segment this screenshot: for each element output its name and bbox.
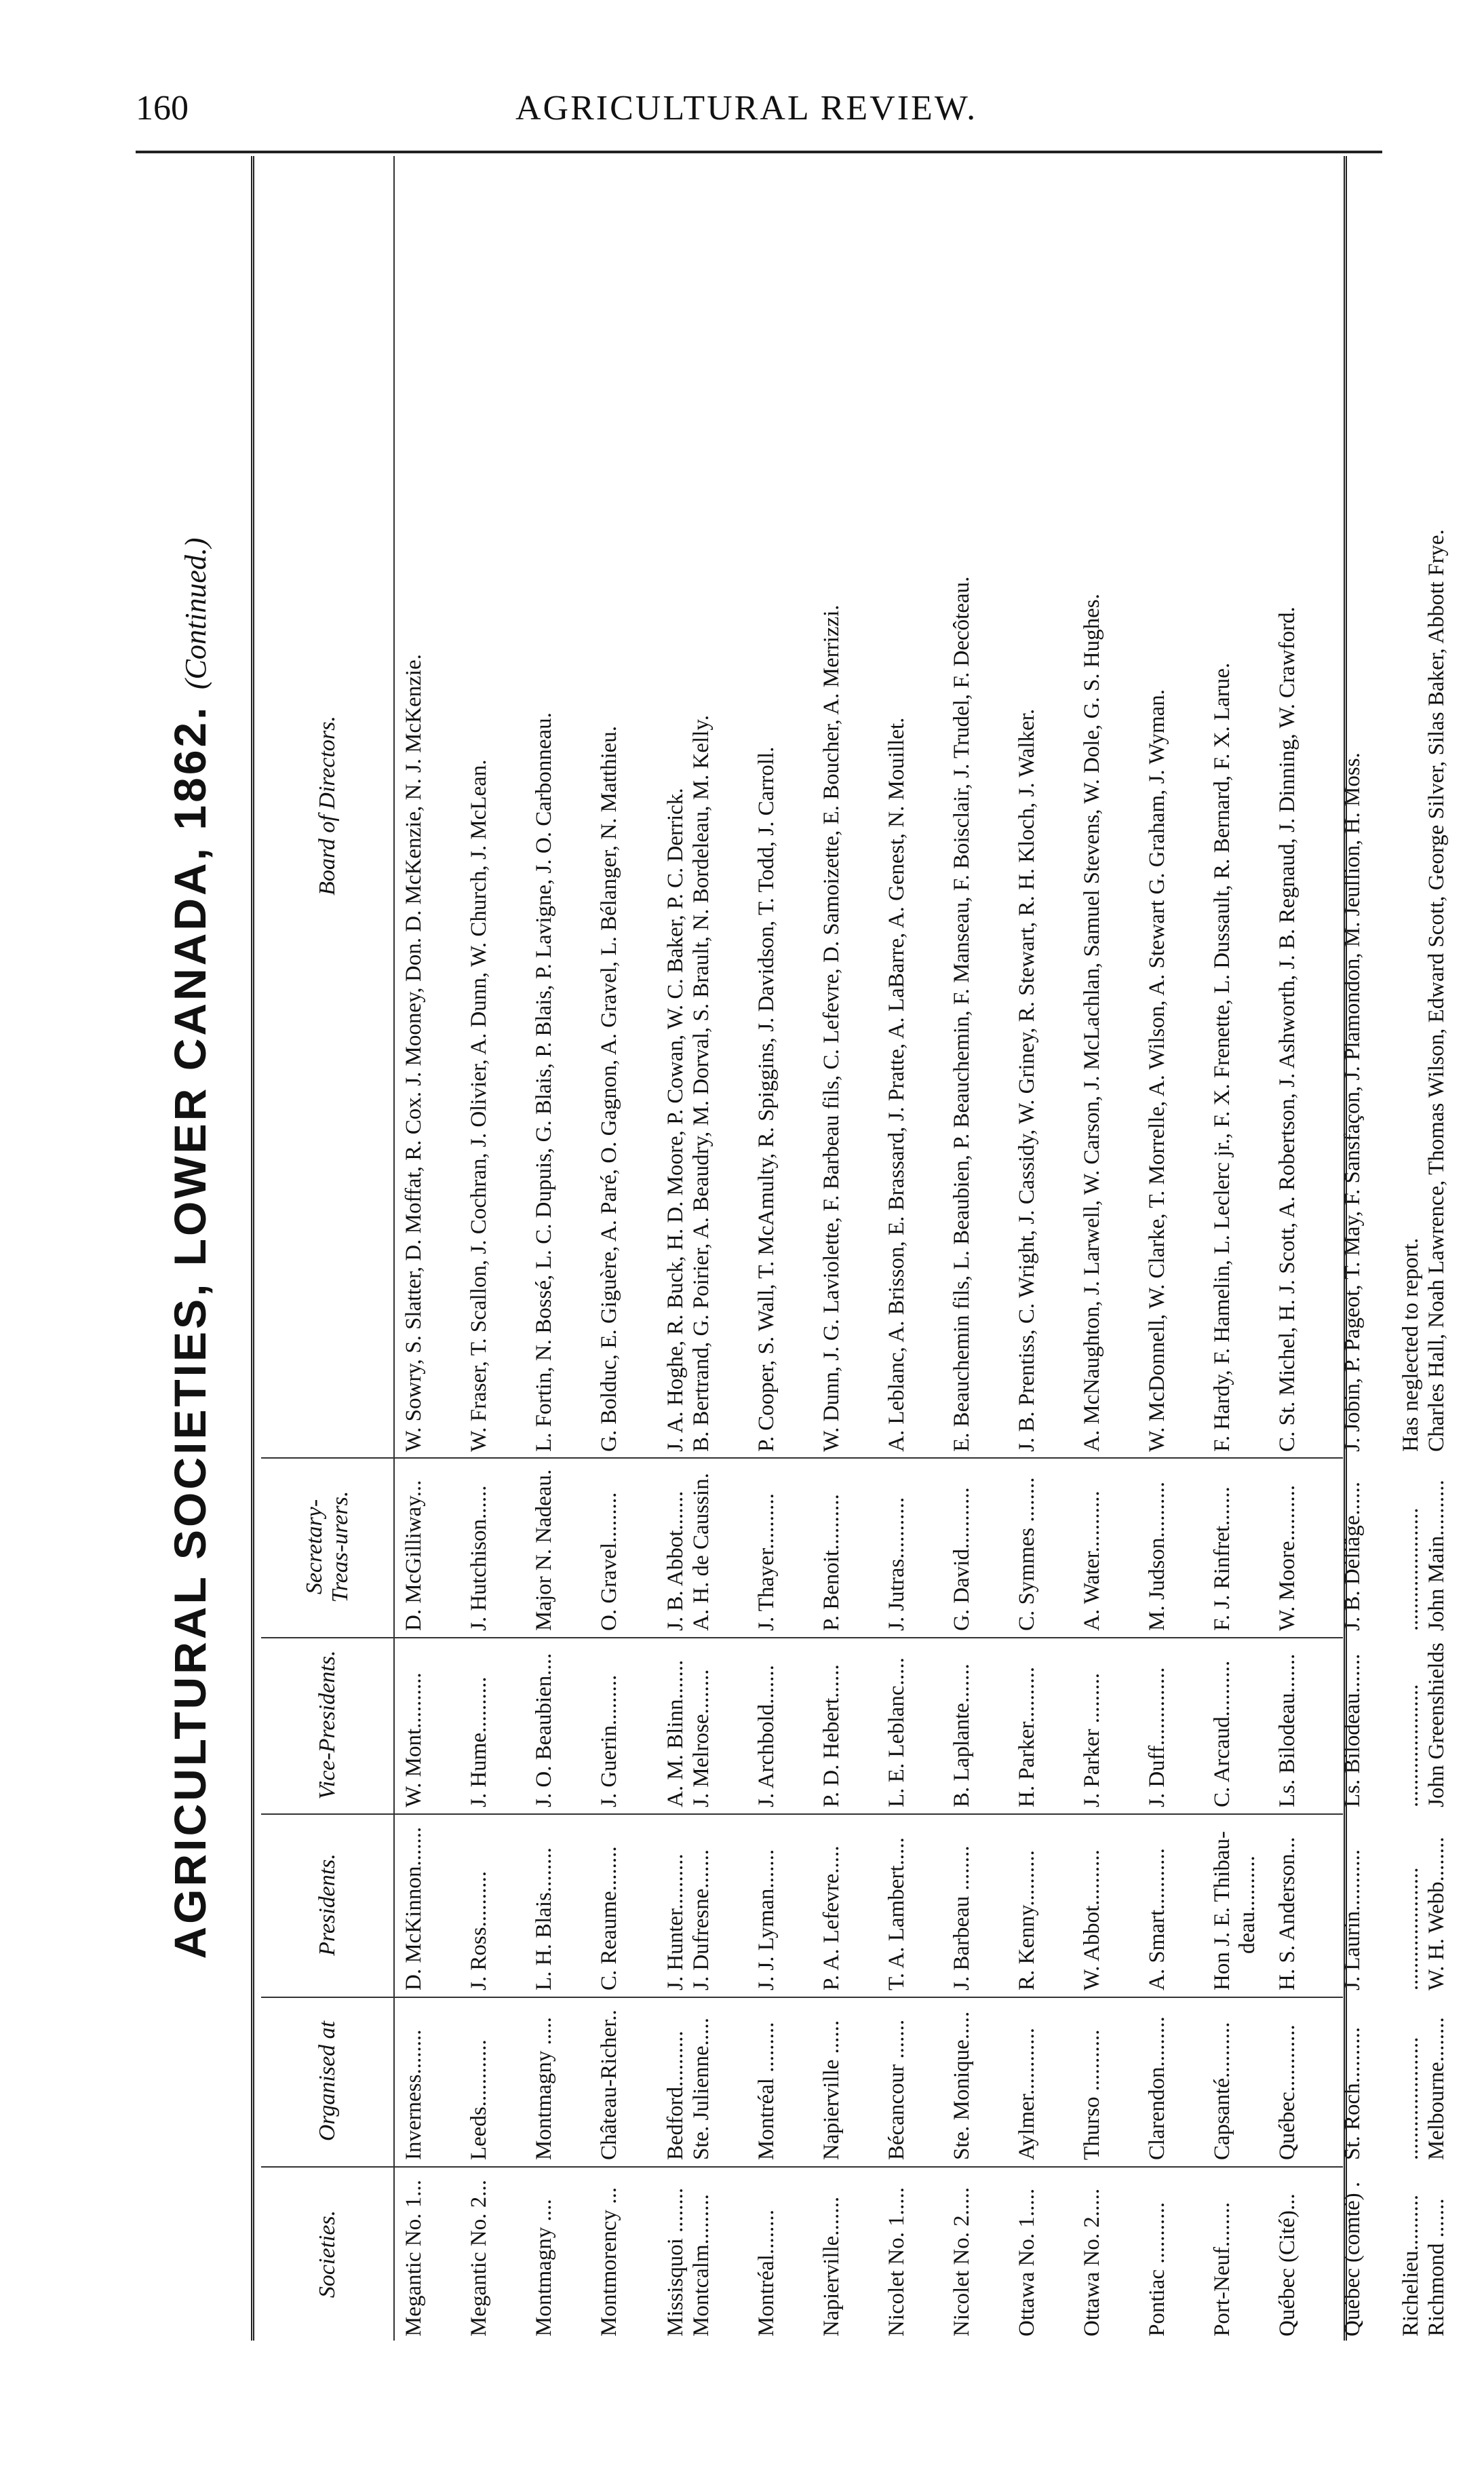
cell-president: J. Laurin........... [1340,1849,1365,1990]
cell-president: J. Barbeau ........ [950,1845,974,1990]
cell-society: Missisquoi ........ [663,2187,688,2336]
cell-president: W. Abbot.......... [1080,1849,1104,1990]
cell-president: J. Ross.......... [467,1870,491,1990]
cell-society: Montréal........ [754,2210,779,2336]
cell-organised-at: Château-Richer.. [597,2009,621,2160]
cell-organised-at: Ste. Monique..... [950,2011,974,2160]
cell-vice-president: L. E. Leblanc..... [884,1657,909,1807]
cell-directors: J. Jobin, P. Pageot, T. May, F. Sansfaçon, J. Plamondon, M. Jeullion, H. Moss. [1340,752,1365,1452]
cell-directors: J. B. Prentiss, C. Wright, J. Cassidy, W. Griney, R. Stewart, R. H. Kloch, J. Walker. [1015,708,1039,1452]
cell-secretary: ...................... [1399,1507,1423,1631]
cell-secretary: John Main.......... [1424,1480,1449,1631]
cell-secretary: F. J. Rinfret....... [1210,1486,1234,1631]
cell-secretary: G. David........... [950,1487,974,1631]
cell-organised-at: Leeds............ [467,2039,491,2160]
column-divider [261,1997,1343,1998]
cell-society: Montmagny .... [532,2199,556,2336]
cell-society: Megantic No. 2... [467,2180,491,2336]
cell-organised-at: Clarendon......... [1145,2016,1169,2160]
cell-society: Montcalm......... [689,2194,714,2336]
cell-president: Hon J. E. Thibau-deau.......... [1210,1831,1260,1990]
cell-society: Port-Neuf........ [1210,2202,1234,2336]
cell-vice-president: J. O. Beaubien.... [532,1653,556,1807]
cell-secretary: D. McGilliway... [402,1480,426,1631]
table-title: AGRICULTURAL SOCIETIES, LOWER CANADA, 1862. [165,704,215,1959]
cell-society: Nicolet No. 2..... [950,2187,974,2336]
cell-vice-president: ...................... [1399,1684,1423,1807]
cell-vice-president: B. Laplante....... [950,1663,974,1807]
cell-directors: Has neglected to report. [1399,1237,1423,1452]
cell-vice-president: J. Melrose........ [689,1669,714,1807]
cell-vice-president: J. Archbold....... [754,1665,779,1807]
cell-secretary: J. B. Abbot....... [663,1490,688,1631]
column-divider [261,2166,1343,2168]
table-continued: (Continued.) [179,537,212,690]
col-header-societies: Societies. [314,2210,340,2299]
cell-directors: B. Bertrand, G. Poirier, A. Beaudry, M. Dorval, S. Brault, N. Bordeleau, M. Kelly. [689,715,714,1452]
col-header-presidents: Presidents. [314,1853,340,1956]
cell-organised-at: Bécancour ....... [884,2019,909,2160]
cell-organised-at: Aylmer............ [1015,2028,1039,2160]
cell-organised-at: Napierville ...... [819,2020,844,2160]
cell-vice-president: J. Duff.............. [1145,1667,1169,1807]
cell-president: J. J. Lyman....... [754,1849,779,1990]
cell-vice-president: P. D. Hebert...... [819,1664,844,1807]
col-header-organised: Organised at [314,2020,340,2142]
cell-directors: Charles Hall, Noah Lawrence, Thomas Wilson, Edward Scott, George Silver, Silas Baker, Abbott Frye. [1424,529,1449,1452]
cell-directors: W. McDonnell, W. Clarke, T. Morrelle, A. Wilson, A. Stewart G. Graham, J. Wyman. [1145,689,1169,1452]
cell-vice-president: John Greenshields [1424,1642,1449,1807]
cell-secretary: Major N. Nadeau. [532,1469,556,1631]
cell-society: Montmorency ... [597,2187,621,2336]
cell-directors: A. Leblanc, A. Brisson, E. Brassard, J. Pratte, A. LaBarre, A. Genest, N. Mouillet. [884,717,909,1452]
cell-directors: L. Fortin, N. Bossé, L. C. Dupuis, G. Blais, P. Blais, P. Lavigne, J. O. Carbonneau. [532,712,556,1452]
cell-vice-president: W. Mont.......... [402,1672,426,1807]
cell-organised-at: Melbourne........ [1424,2017,1449,2160]
cell-secretary: J. B. Déliâge...... [1340,1482,1365,1631]
cell-secretary: A. Water........... [1080,1490,1104,1631]
cell-directors: A. McNaughton, J. Larwell, W. Carson, J. McLachlan, Samuel Stevens, W. Dole, G. S. Hughes. [1080,594,1104,1452]
cell-vice-president: J. Hume.......... [467,1676,491,1807]
cell-secretary: W. Moore.......... [1275,1484,1300,1631]
cell-president: W. H. Webb........ [1424,1836,1449,1990]
table-bottom-rule [1344,156,1347,2341]
cell-president: C. Reaume........ [597,1846,621,1990]
cell-vice-president: Ls. Bilodeau....... [1275,1653,1300,1807]
cell-society: Megantic No. 1... [402,2180,426,2336]
cell-organised-at: ...................... [1399,2037,1423,2160]
cell-president: A. Smart........... [1145,1848,1169,1990]
cell-organised-at: Thurso ........... [1080,2029,1104,2160]
cell-president: J. Dufresne....... [689,1849,714,1990]
cell-directors: F. Hardy, F. Hamelin, L. Leclerc jr., F. X. Frenette, L. Dussault, R. Bernard, F. X. Larue. [1210,662,1234,1452]
cell-directors: W. Fraser, T. Scallon, J. Cochran, J. Olivier, A. Dunn, W. Church, J. McLean. [467,759,491,1452]
rotated-table-region [149,156,1449,2341]
cell-president: H. S. Anderson... [1275,1836,1300,1990]
cell-vice-president: C. Arcaud.......... [1210,1660,1234,1807]
cell-society: Nicolet No. 1..... [884,2187,909,2336]
cell-secretary: J. Thayer.......... [754,1493,779,1631]
cell-vice-president: H. Parker.......... [1015,1666,1039,1807]
cell-organised-at: Québec............ [1275,2024,1300,2160]
cell-president: ...................... [1399,1867,1423,1990]
cell-organised-at: Ste. Julienne..... [689,2018,714,2160]
journal-title: AGRICULTURAL REVIEW. [515,89,978,128]
cell-directors: J. A. Hoghe, R. Buck, H. D. Moore, P. Cowan, W. C. Baker, P. C. Derrick. [663,788,688,1452]
cell-society: Pontiac ........... [1145,2202,1169,2336]
col-header-directors: Board of Directors. [314,716,340,896]
cell-president: J. Hunter.......... [663,1853,688,1990]
cell-president: D. McKinnon....... [402,1826,426,1990]
cell-society: Richelieu.......... [1399,2195,1423,2336]
cell-vice-president: J. Guerin......... [597,1674,621,1807]
cell-society: Richmond ....... [1424,2198,1449,2336]
cell-directors: P. Cooper, S. Wall, T. McAmulty, R. Spiggins, J. Davidson, T. Todd, J. Carroll. [754,746,779,1452]
cell-secretary: M. Judson.......... [1145,1481,1169,1631]
cell-organised-at: Montréal ......... [754,2022,779,2160]
cell-organised-at: Bedford.......... [663,2031,688,2160]
cell-society: Ottawa No. 2..... [1080,2188,1104,2336]
cell-organised-at: Inverness........ [402,2029,426,2160]
col-header-secretary: Secretary-Treas-urers. [301,1490,353,1603]
cell-president: P. A. Lefevre..... [819,1845,844,1990]
column-headers [261,156,395,2341]
cell-society: Québec (Cité)... [1275,2193,1300,2336]
cell-organised-at: Capsanté.......... [1210,2022,1234,2160]
cell-vice-president: A. M. Blinn....... [663,1659,688,1807]
cell-society: Ottawa No. 1..... [1015,2188,1039,2336]
cell-secretary: J. Jutras........... [884,1497,909,1631]
cell-directors: W. Sowry, S. Slatter, D. Moffat, R. Cox. J. Mooney, Don. D. McKenzie, N. J. McKenzie. [402,654,426,1452]
table-top-rule [251,156,254,2341]
cell-secretary: P. Benoit.......... [819,1494,844,1631]
col-header-vice-presidents: Vice-Presidents. [314,1650,340,1800]
cell-vice-president: Ls. Bilodeau....... [1340,1653,1365,1807]
cell-directors: G. Bolduc, E. Giguère, A. Paré, O. Gagnon, A. Gravel, L. Bélanger, N. Matthieu. [597,725,621,1452]
column-divider [261,1457,1343,1459]
cell-organised-at: St. Roch.......... [1340,2026,1365,2160]
cell-president: L. H. Blais........ [532,1847,556,1990]
cell-vice-president: J. Parker ......... [1080,1673,1104,1807]
cell-society: Québec (comté) . [1340,2181,1365,2336]
cell-directors: C. St. Michel, H. J. Scott, A. Robertson, J. Ashworth, J. B. Regnaud, J. Dinning, W. Crawford. [1275,607,1300,1452]
cell-president: T. A. Lambert..... [884,1837,909,1990]
cell-president: R. Kenny.......... [1015,1850,1039,1990]
cell-secretary: J. Hutchison...... [467,1485,491,1631]
cell-secretary: A. H. de Caussin. [689,1473,714,1631]
cell-directors: E. Beauchemin fils, L. Beaubien, P. Beauchemin, F. Manseau, F. Boisclair, J. Trudel, F. Decôteau. [950,576,974,1452]
cell-society: Napierville....... [819,2196,844,2336]
cell-secretary: C. Symmes ........ [1015,1477,1039,1631]
cell-secretary: O. Gravel......... [597,1492,621,1631]
cell-directors: W. Dunn, J. G. Laviolette, F. Barbeau fils, C. Lefevre, D. Samoizette, E. Boucher, A. Merrizzi. [819,604,844,1452]
page-number: 160 [136,89,189,128]
cell-organised-at: Montmagny ..... [532,2017,556,2160]
table-caption [149,156,231,2341]
column-divider [261,1637,1343,1638]
